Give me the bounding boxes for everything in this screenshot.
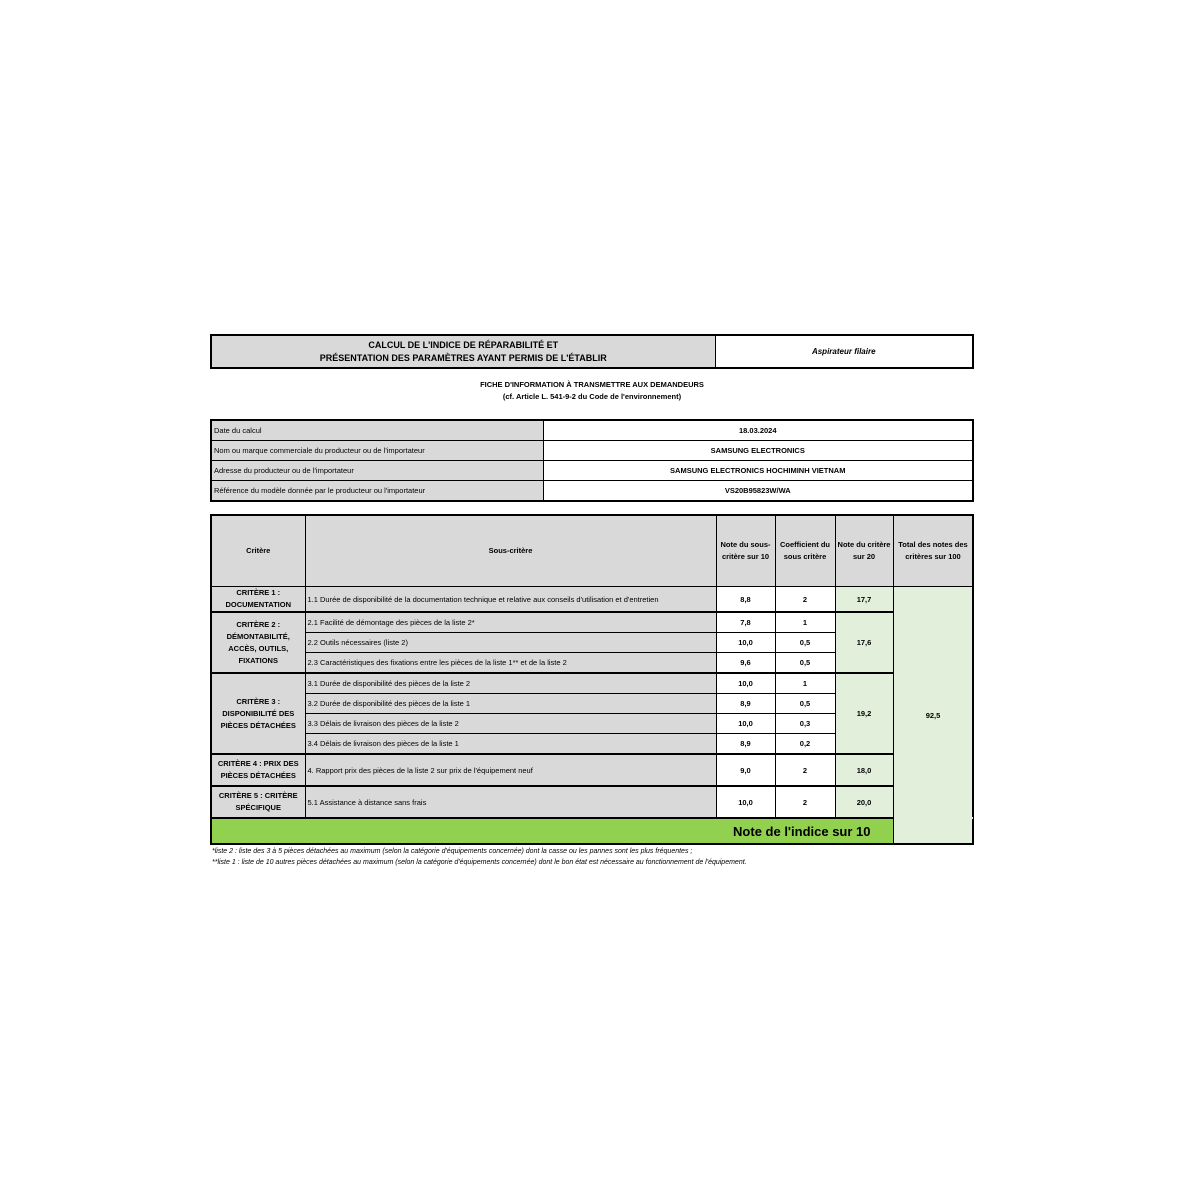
col-total: Total des notes des critères sur 100 (893, 515, 973, 587)
col-coef: Coefficient du sous critère (775, 515, 835, 587)
footnote-2: **liste 1 : liste de 10 autres pièces détachées au maximum (selon la catégorie d'équipements concernée) dont le bon état est nécessaire au fonctionnement de l'équipement. (212, 859, 747, 866)
col-note-crit: Note du critère sur 20 (835, 515, 893, 587)
info-row-address (211, 461, 973, 481)
sub-5-1-note: 10,0 (716, 786, 775, 818)
sub-2-2-note: 10,0 (716, 633, 775, 653)
reference-label: Référence du modèle donnée par le producteur ou l'importateur (211, 481, 543, 502)
sheet-title (211, 335, 715, 368)
sub-1-1-note: 8,8 (716, 587, 775, 613)
sub-3-3-coef: 0,3 (775, 714, 835, 734)
sub-4-1-note: 9,0 (716, 754, 775, 786)
fiche-line-1: FICHE D'INFORMATION À TRANSMETTRE AUX DEMANDEURS (480, 380, 704, 389)
sub-4-1-coef: 2 (775, 754, 835, 786)
criterion-3-name: CRITÈRE 3 : DISPONIBILITÉ DES PIÈCES DÉTACHÉES (211, 673, 305, 754)
repairability-sheet (210, 334, 974, 868)
sub-5-1-label: 5.1 Assistance à distance sans frais (305, 786, 716, 818)
table-row (211, 612, 973, 633)
table-row (211, 786, 973, 818)
sub-2-2-label: 2.2 Outils nécessaires (liste 2) (305, 633, 716, 653)
sub-2-2-coef: 0,5 (775, 633, 835, 653)
title-line-2: PRÉSENTATION DES PARAMÈTRES AYANT PERMIS DE L'ÉTABLIR (319, 352, 607, 363)
sub-2-1-note: 7,8 (716, 612, 775, 633)
sub-5-1-coef: 2 (775, 786, 835, 818)
sub-3-4-note: 8,9 (716, 734, 775, 755)
criterion-2-name: CRITÈRE 2 : DÉMONTABILITÉ, ACCÈS, OUTILS, FIXATIONS (211, 612, 305, 673)
sub-3-4-label: 3.4 Délais de livraison des pièces de la liste 1 (305, 734, 716, 755)
info-row-reference (211, 481, 973, 502)
sub-3-2-label: 3.2 Durée de disponibilité des pièces de la liste 1 (305, 694, 716, 714)
title-line-1: CALCUL DE L'INDICE DE RÉPARABILITÉ ET (368, 339, 559, 350)
sub-3-4-coef: 0,2 (775, 734, 835, 755)
criterion-5-name: CRITÈRE 5 : CRITÈRE SPÉCIFIQUE (211, 786, 305, 818)
sub-2-1-coef: 1 (775, 612, 835, 633)
reference-value: VS20B95823W/WA (543, 481, 973, 502)
criterion-1-name: CRITÈRE 1 : DOCUMENTATION (211, 587, 305, 613)
sub-2-1-label: 2.1 Facilité de démontage des pièces de la liste 2* (305, 612, 716, 633)
sub-3-1-note: 10,0 (716, 673, 775, 694)
fiche-line-2: (cf. Article L. 541-9-2 du Code de l'environnement) (502, 392, 682, 401)
total-score: 92,5 (893, 587, 973, 845)
criterion-5-score: 20,0 (835, 786, 893, 818)
footnote-1: *liste 2 : liste des 3 à 5 pièces détachées au maximum (selon la catégorie d'équipements concernée) dont la casse ou les pannes sont les plus fréquentes ; (212, 848, 693, 855)
info-row-name (211, 441, 973, 461)
table-row (211, 754, 973, 786)
sub-2-3-note: 9,6 (716, 653, 775, 674)
sub-3-2-coef: 0,5 (775, 694, 835, 714)
product-type: Aspirateur filaire (715, 335, 973, 368)
criterion-1-score: 17,7 (835, 587, 893, 613)
sub-3-3-label: 3.3 Délais de livraison des pièces de la liste 2 (305, 714, 716, 734)
sub-3-3-note: 10,0 (716, 714, 775, 734)
sub-3-1-label: 3.1 Durée de disponibilité des pièces de la liste 2 (305, 673, 716, 694)
address-value: SAMSUNG ELECTRONICS HOCHIMINH VIETNAM (543, 461, 973, 481)
col-critere: Critère (211, 515, 305, 587)
criterion-2-score: 17,6 (835, 612, 893, 673)
criteria-table (210, 514, 974, 845)
table-header-row (211, 515, 973, 587)
address-label: Adresse du producteur ou de l'importateur (211, 461, 543, 481)
name-value: SAMSUNG ELECTRONICS (543, 441, 973, 461)
info-table (210, 419, 974, 502)
sub-4-1-label: 4. Rapport prix des pièces de la liste 2 sur prix de l'équipement neuf (305, 754, 716, 786)
date-label: Date du calcul (211, 420, 543, 441)
date-value: 18.03.2024 (543, 420, 973, 441)
sub-1-1-coef: 2 (775, 587, 835, 613)
info-row-date (211, 420, 973, 441)
final-score-label: Note de l'indice sur 10 (211, 818, 893, 844)
final-score-row (211, 818, 973, 844)
sub-1-1-label: 1.1 Durée de disponibilité de la documentation technique et relative aux conseils d'utilisation et d'entretien (305, 587, 716, 613)
criterion-4-score: 18,0 (835, 754, 893, 786)
col-note-sous: Note du sous-critère sur 10 (716, 515, 775, 587)
criterion-3-score: 19,2 (835, 673, 893, 754)
fiche-subtitle (210, 379, 974, 405)
col-sous-critere: Sous-critère (305, 515, 716, 587)
sub-2-3-coef: 0,5 (775, 653, 835, 674)
sub-2-3-label: 2.3 Caractéristiques des fixations entre les pièces de la liste 1** et de la liste 2 (305, 653, 716, 674)
table-row (211, 587, 973, 613)
sub-3-2-note: 8,9 (716, 694, 775, 714)
name-label: Nom ou marque commerciale du producteur ou de l'importateur (211, 441, 543, 461)
table-row (211, 673, 973, 694)
header-table (210, 334, 974, 369)
sub-3-1-coef: 1 (775, 673, 835, 694)
footnotes (210, 846, 974, 868)
criterion-4-name: CRITÈRE 4 : PRIX DES PIÈCES DÉTACHÉES (211, 754, 305, 786)
